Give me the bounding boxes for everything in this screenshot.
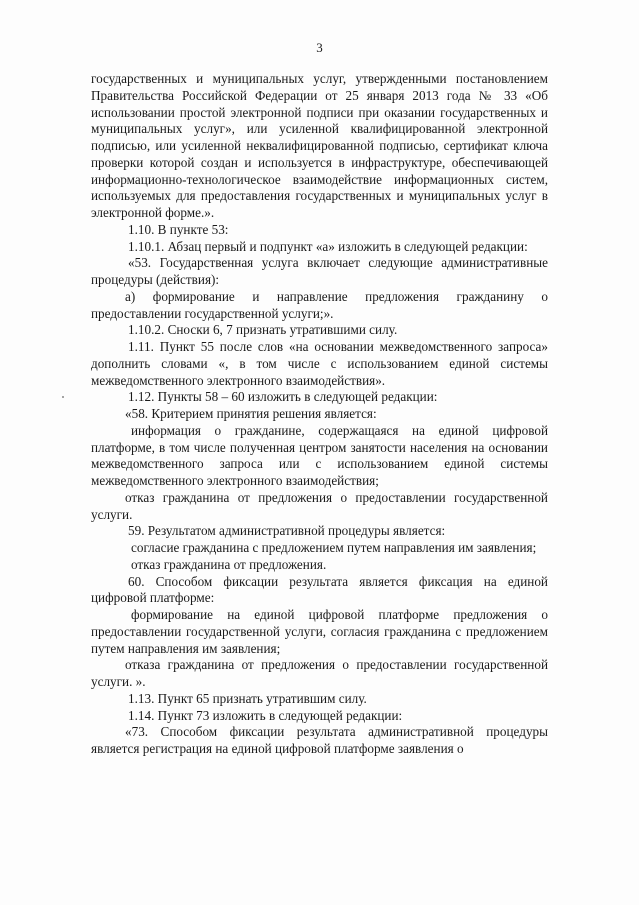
paragraph-58-refusal: отказ гражданина от предложения о предоставлении государственной услуги. (91, 489, 548, 522)
paragraph-58: «58. Критерием принятия решения является: (125, 406, 377, 421)
paragraph-1-11: 1.11. Пункт 55 после слов «на основании межведомственного запроса» дополнить словами «, в том числе с использованием единой системы межведомственного электронного взаимодействия». (91, 339, 548, 388)
paragraph-60-formation: формирование на единой цифровой платформе предложения о предоставлении государственной услуги, согласия гражданина с предложением путем направления им заявления; (91, 607, 548, 656)
paragraph-1-12: 1.12. Пункты 58 – 60 изложить в следующей редакции: (128, 389, 438, 405)
paragraph-59: 59. Результатом административной процедуры является: (128, 523, 446, 539)
paragraph-60: 60. Способом фиксации результата является фиксация на единой цифровой платформе: (91, 573, 548, 606)
paragraph-58-info: информация о гражданине, содержащаяся на единой цифровой платформе, в том числе полученная центром занятости населения на основании межведомственного запроса или с использованием единой системы межведомственного электронного взаимодействия; (91, 422, 548, 488)
paragraph-60-refusal: отказа гражданина от предложения о предоставлении государственной услуги. ». (91, 657, 548, 689)
paragraph-1-10: 1.10. В пункте 53: (128, 221, 229, 237)
paragraph-53-a: а) формирование и направление предложения гражданину о предоставлении государственной услуги;». (91, 288, 548, 321)
paragraph-1-13: 1.13. Пункт 65 признать утратившим силу. (128, 690, 367, 706)
page-number: 3 (316, 40, 323, 55)
margin-mark (62, 396, 64, 398)
document-body (91, 71, 548, 758)
paragraph-73: «73. Способом фиксации результата административной процедуры является регистрация на единой цифровой платформе заявления о (91, 724, 548, 756)
paragraph-59-refusal: отказ гражданина от предложения. (131, 556, 327, 572)
paragraph-1-10-1: 1.10.1. Абзац первый и подпункт «а» изложить в следующей редакции: (128, 238, 528, 254)
paragraph-continuation: государственных и муниципальных услуг, утвержденными постановлением Правительства Российской Федерации от 25 января 2013 года № 33 «Об использовании простой электронной подписи при оказании государственных и муниципальных услуг», или усиленной квалифицированной электронной подписью, или усиленной неквалифицированной подписью, сертификат ключа проверки которой создан и используется в инфраструктуре, обеспечивающей информационно-технологическое взаимодействие информационных систем, используемых для предоставления государственных и муниципальных услуг в электронной форме.». (91, 71, 548, 220)
paragraph-1-14: 1.14. Пункт 73 изложить в следующей редакции: (128, 707, 403, 723)
paragraph-53: «53. Государственная услуга включает следующие административные процедуры (действия): (91, 255, 548, 287)
paragraph-59-consent: согласие гражданина с предложением путем направления им заявления; (131, 540, 537, 555)
paragraph-1-10-2: 1.10.2. Сноски 6, 7 признать утратившими силу. (128, 322, 398, 338)
